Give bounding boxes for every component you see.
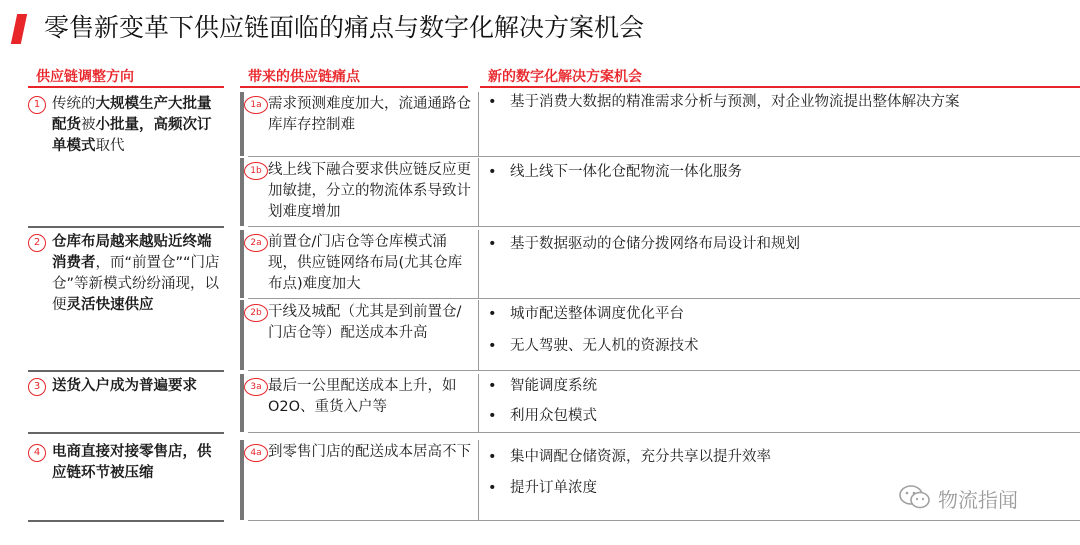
wechat-icon [898,484,932,510]
emphasis-text: 大规模生产大批量配货 [52,96,212,133]
header-pain-points: 带来的供应链痛点 [248,69,360,85]
pain-separator [248,432,1080,433]
pain-point-text: 线上线下融合要求供应链反应更加敏捷，分立的物流体系导致计划难度增加 [268,162,471,220]
emphasis-text: 送货入户成为普遍要求 [52,378,197,394]
solution-divider [478,92,479,156]
solution-text: 基于消费大数据的精准需求分析与预测，对企业物流提出整体解决方案 [510,94,960,110]
pain-separator [248,156,1080,157]
solution-text: 利用众包模式 [510,408,597,424]
emphasis-text: 灵活快速供应 [66,297,154,313]
pain-accent-bar [240,92,244,156]
plain-text: 被 [81,117,96,133]
solution-divider [478,230,479,298]
solution-item [488,447,771,468]
plain-text: 取代 [95,138,125,154]
bullet-marker: • [488,164,497,180]
solution-item [488,336,699,357]
bullet-marker: • [488,480,497,496]
pain-point-text: 需求预测难度加大，流通通路仓库库存控制难 [268,96,471,133]
bullet-marker: • [488,306,497,322]
solution-item [488,376,597,397]
pain-tag: 2a [244,234,268,252]
solution-item [488,406,597,427]
solution-text: 无人驾驶、无人机的资源技术 [510,338,699,354]
row-separator-left [28,370,224,372]
header-underline-2 [240,86,468,88]
pain-point-text: 到零售门店的配送成本居高不下 [268,444,471,460]
solution-divider [478,374,479,432]
adjustment-direction-text [52,442,222,484]
bullet-marker: • [488,449,497,465]
solution-text: 基于数据驱动的仓储分拨网络布局设计和规划 [510,236,800,252]
solution-item [488,234,800,255]
plain-text: 传统的 [52,96,96,112]
header-underline-1 [28,86,224,88]
row-number-circle: 1 [28,96,46,114]
adjustment-direction-text [52,232,222,316]
bullet-marker: • [488,378,497,394]
row-separator-left [28,226,224,228]
solution-text: 城市配送整体调度优化平台 [510,306,684,322]
bullet-marker: • [488,94,497,110]
emphasis-text: 小批量，高频次订单模式 [52,117,212,154]
solution-divider [478,440,479,520]
pain-point-text: 干线及城配（尤其是到前置仓/门店仓等）配送成本升高 [268,304,462,341]
pain-tag: 1b [244,162,268,180]
row-number-circle: 2 [28,234,46,252]
row-number-circle: 3 [28,378,46,396]
pain-accent-bar [240,374,244,432]
pain-point-text: 前置仓/门店仓等仓库模式涌现，供应链网络布局(尤其仓库布点)难度加大 [268,234,463,292]
pain-tag: 1a [244,96,268,114]
emphasis-text: 仓库布局越来越贴近终端消费者 [52,234,212,271]
bullet-marker: • [488,236,497,252]
solution-item [488,304,684,325]
plain-text: ，而“前置仓”“门店仓”等新模式纷纷涌现，以便 [52,255,220,313]
pain-tag: 4a [244,444,268,462]
solution-text: 线上线下一体化仓配物流一体化服务 [510,164,742,180]
bullet-marker: • [488,338,497,354]
solution-text: 智能调度系统 [510,378,597,394]
adjustment-direction-text [52,376,222,397]
pain-separator [248,520,1080,521]
solution-item [488,478,597,499]
solution-item [488,162,742,183]
bullet-marker: • [488,408,497,424]
pain-separator [248,370,1080,371]
row-separator-left [28,432,224,434]
solution-divider [478,158,479,226]
row-number-circle: 4 [28,444,46,462]
emphasis-text: 电商直接对接零售店，供应链环节被压缩 [52,444,212,481]
pain-point-text: 最后一公里配送成本上升，如O2O、重货入户等 [268,378,457,415]
pain-tag: 2b [244,304,268,322]
pain-tag: 3a [244,378,268,396]
pain-separator [248,226,1080,227]
solution-text: 集中调配仓储资源，充分共享以提升效率 [510,449,771,465]
header-underline-3 [480,86,1080,88]
adjustment-direction-text [52,94,222,157]
page-title: 零售新变革下供应链面临的痛点与数字化解决方案机会 [44,13,645,42]
pain-separator [248,298,1080,299]
watermark-text: 物流指闻 [938,488,1018,512]
solution-text: 提升订单浓度 [510,480,597,496]
title-accent-bar [11,14,27,44]
header-adjustment-direction: 供应链调整方向 [36,69,134,85]
header-digital-solutions: 新的数字化解决方案机会 [488,69,642,85]
solution-item [488,92,960,113]
solution-divider [478,300,479,370]
row-separator-left [28,520,224,522]
